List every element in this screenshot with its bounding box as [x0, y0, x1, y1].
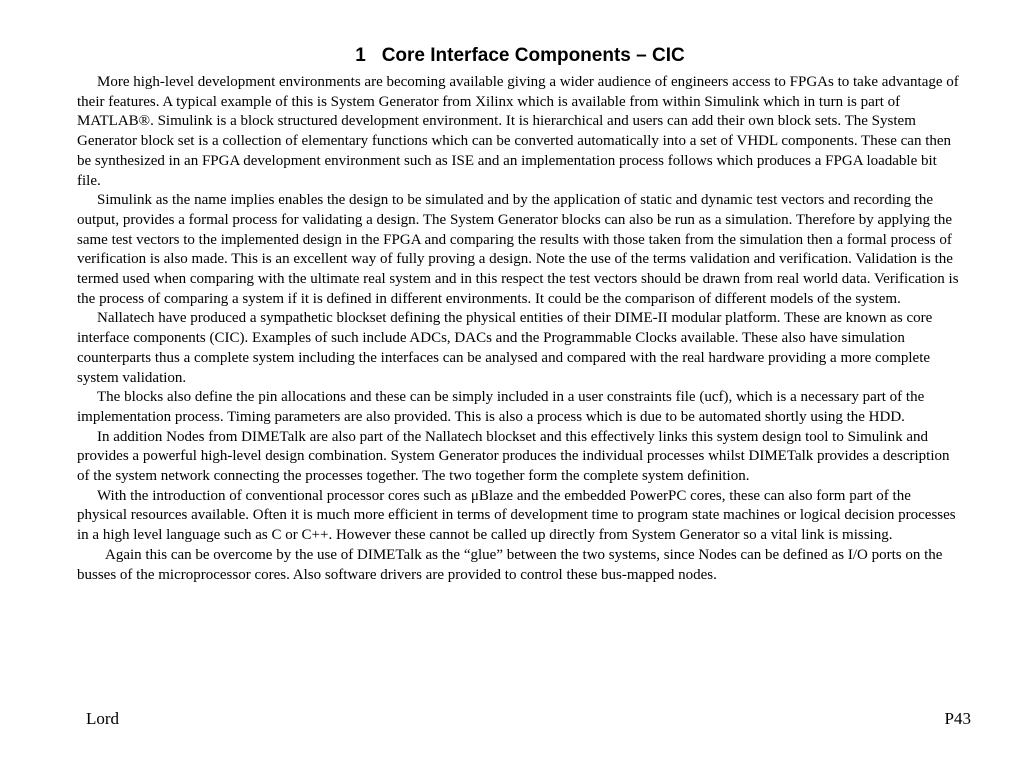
- slide-title: 1 Core Interface Components – CIC: [355, 45, 685, 66]
- footer-author: Lord: [86, 709, 120, 728]
- footer-page-number: P43: [944, 709, 971, 728]
- paragraph: In addition Nodes from DIMETalk are also part of the Nallatech blockset and this effectively links this system design tool to Simulink and provides a powerful high-level design combination. System Generator produces the individual processes whilst DIMETalk provides a description of the system network connecting the processes together. The two together form the complete system definition.: [77, 428, 950, 485]
- paragraph: With the introduction of conventional processor cores such as μBlaze and the embedded PowerPC cores, these can also form part of the physical resources available. Often it is much more efficient in terms of development time to program state machines or logical decision processes in a high level language such as C or C++. However these cannot be called up directly from System Generator so a vital link is missing.: [77, 487, 956, 544]
- paragraph: Simulink as the name implies enables the design to be simulated and by the application of static and dynamic test vectors and recording the output, provides a formal process for validating a design. The System Generator blocks can also be run as a simulation. Therefore by applying the same test vectors to the implemented design in the FPGA and comparing the results with those taken from the simulation then a formal process of verification is also made. This is an excellent way of fully proving a design. Note the use of the terms validation and verification. Validation is the termed used when comparing with the ultimate real system and in this respect the test vectors should be drawn from real world data. Verification is the process of comparing a system if it is defined in different environments. It could be the comparison of different models of the system.: [77, 192, 959, 307]
- paragraph: Nallatech have produced a sympathetic blockset defining the physical entities of their DIME-II modular platform. These are known as core interface components (CIC). Examples of such include ADCs, DACs and the Programmable Clocks available. These also have simulation counterparts thus a complete system including the interfaces can be analysed and compared with the real hardware providing a more complete system validation.: [77, 310, 933, 386]
- paragraph: The blocks also define the pin allocations and these can be simply included in a user constraints file (ucf), which is a necessary part of the implementation process. Timing parameters are also provided. This is also a process which is due to be automated shortly using the HDD.: [77, 389, 925, 425]
- body-text: [77, 73, 961, 585]
- paragraph: More high-level development environments are becoming available giving a wider audience of engineers access to FPGAs to take advantage of their features. A typical example of this is System Generator from Xilinx which is available from within Simulink which in turn is part of MATLAB®. Simulink is a block structured development environment. It is hierarchical and users can add their own block sets. The System Generator block set is a collection of elementary functions which can be converted automatically into a set of VHDL components. These can then be synthesized in an FPGA development environment such as ISE and an implementation process follows which produces a FPGA loadable bit file.: [77, 74, 959, 189]
- paragraph: Again this can be overcome by the use of DIMETalk as the “glue” between the two systems, since Nodes can be defined as I/O ports on the busses of the microprocessor cores. Also software drivers are provided to control these bus-mapped nodes.: [77, 546, 943, 583]
